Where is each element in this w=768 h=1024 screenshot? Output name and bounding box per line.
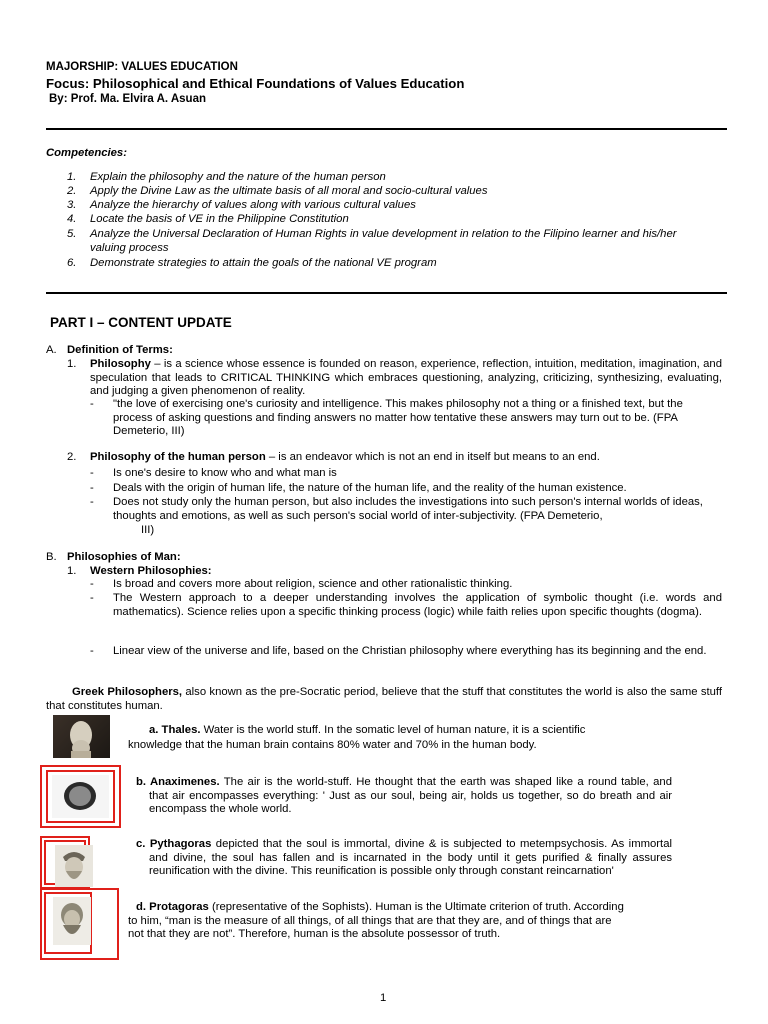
philosopher-label: d. Protagoras bbox=[136, 901, 209, 913]
competency-item: Analyze the Universal Declaration of Human Rights in value development in relation to the Filipino learner and his/her valuing process bbox=[90, 228, 677, 254]
western-title: Western Philosophies: bbox=[90, 565, 212, 577]
def1-term: Philosophy bbox=[90, 358, 151, 370]
western-bullet: Linear view of the universe and life, based on the Christian philosophy where everything has its beginning and the end. bbox=[113, 645, 707, 657]
philosopher-thales bbox=[128, 723, 628, 753]
author-line: By: Prof. Ma. Elvira A. Asuan bbox=[49, 93, 206, 105]
part-title: PART I – CONTENT UPDATE bbox=[50, 315, 232, 330]
western-bullet: Is broad and covers more about religion, science and other rationalistic thinking. bbox=[113, 578, 513, 590]
competency-item: Locate the basis of VE in the Philippine Constitution bbox=[90, 213, 349, 225]
def2-paragraph bbox=[90, 451, 722, 465]
def2-bullet: Is one's desire to know who and what man is bbox=[113, 467, 337, 479]
def2-number: 2. bbox=[67, 451, 77, 463]
thales-portrait bbox=[53, 715, 110, 758]
def2-bullet: Does not study only the human person, but also includes the investigations into such person's internal worlds of ideas, thoughts and emotions, as well as such person's social world of inter-subjectivity. (FPA Demeterio, bbox=[113, 496, 703, 522]
competency-item: Demonstrate strategies to attain the goals of the national VE program bbox=[90, 257, 437, 269]
philosopher-text: Water is the world stuff. In the somatic level of human nature, it is a scientific knowledge that the human brain contains 80% water and 70% in the human body. bbox=[128, 724, 586, 751]
def1-bullet: "the love of exercising one's curiosity and intelligence. This makes philosophy not a thing or a finished text, but the process of asking questions and finding answers no matter how tentative these answers may turn out to be. (FPA Demeterio, III) bbox=[113, 398, 683, 438]
philosopher-pythagoras bbox=[136, 838, 672, 879]
majorship-heading: MAJORSHIP: VALUES EDUCATION bbox=[46, 61, 238, 73]
divider-top bbox=[46, 128, 727, 130]
competency-number: 4. bbox=[67, 213, 77, 225]
competency-number: 2. bbox=[67, 185, 77, 197]
def2-text: – is an endeavor which is not an end in itself but means to an end. bbox=[265, 451, 600, 463]
philosopher-protagoras bbox=[128, 901, 628, 942]
thales-bust-icon bbox=[53, 715, 110, 758]
page-number: 1 bbox=[380, 992, 387, 1004]
greek-paragraph bbox=[46, 686, 722, 713]
philosopher-label: c. Pythagoras bbox=[136, 838, 212, 850]
def1-text: – is a science whose essence is founded on reason, experience, reflection, intuition, meditation, imagination, and speculation that leads to CRITICAL THINKING which embraces questioning, analyzing, criticizing, synthesizing, evaluating, and judging a given phenomenon of reality. bbox=[90, 358, 722, 398]
bullet-dash: - bbox=[90, 398, 94, 410]
protagoras-bust-icon bbox=[53, 897, 91, 945]
anaximenes-portrait bbox=[52, 775, 109, 818]
pythagoras-bust-icon bbox=[55, 845, 93, 887]
competency-item: Apply the Divine Law as the ultimate basis of all moral and socio-cultural values bbox=[90, 185, 488, 197]
anaximenes-coin-icon bbox=[52, 775, 109, 818]
divider-middle bbox=[46, 292, 727, 294]
section-b-label: B. bbox=[46, 551, 57, 563]
def2-tail: III) bbox=[141, 524, 155, 536]
def1-number: 1. bbox=[67, 358, 77, 370]
philosopher-text: The air is the world-stuff. He thought that the earth was shaped like a round table, and that air encompasses everything: ' Just as our soul, being air, holds us together, so do breath and air encompass the whole world. bbox=[149, 776, 672, 816]
competencies-title: Competencies: bbox=[46, 147, 127, 159]
bullet-dash: - bbox=[90, 482, 94, 494]
greek-term: Greek Philosophers, bbox=[72, 686, 183, 698]
bullet-dash: - bbox=[90, 592, 94, 604]
competency-number: 3. bbox=[67, 199, 77, 211]
bullet-dash: - bbox=[90, 496, 94, 508]
philosopher-text: (representative of the Sophists). Human is the Ultimate criterion of truth. According to him, “man is the measure of all things, of all things that are that they are, and of things that are not that they are not”. Therefore, human is the absolute possessor of truth. bbox=[128, 901, 624, 941]
philosopher-label: a. Thales. bbox=[149, 724, 201, 736]
bullet-dash: - bbox=[90, 578, 94, 590]
competency-number: 5. bbox=[67, 228, 77, 240]
section-a-title: Definition of Terms: bbox=[67, 344, 173, 356]
pythagoras-portrait bbox=[55, 845, 93, 887]
competency-number: 6. bbox=[67, 257, 77, 269]
philosopher-anaximenes bbox=[136, 776, 672, 817]
def1-paragraph bbox=[90, 358, 722, 399]
competency-item: Explain the philosophy and the nature of the human person bbox=[90, 171, 386, 183]
western-bullet: The Western approach to a deeper understanding involves the application of symbolic thought (i.e. words and mathematics). Science relies upon a specific thinking process (logic) while faith relies upon specific thoughts (dogma). bbox=[113, 592, 722, 618]
def2-term: Philosophy of the human person bbox=[90, 451, 266, 463]
bullet-dash: - bbox=[90, 467, 94, 479]
focus-title: Focus: Philosophical and Ethical Foundations of Values Education bbox=[46, 76, 465, 91]
section-b-title: Philosophies of Man: bbox=[67, 551, 181, 563]
section-a-label: A. bbox=[46, 344, 57, 356]
western-number: 1. bbox=[67, 565, 77, 577]
def2-bullet: Deals with the origin of human life, the nature of the human life, and the reality of the human existence. bbox=[113, 482, 627, 494]
bullet-dash: - bbox=[90, 645, 94, 657]
greek-text: also known as the pre-Socratic period, believe that the stuff that constitutes the world is also the same stuff that constitutes human. bbox=[46, 686, 722, 712]
competency-item: Analyze the hierarchy of values along with various cultural values bbox=[90, 199, 416, 211]
philosopher-label: b. Anaximenes. bbox=[136, 776, 220, 788]
philosopher-text: depicted that the soul is immortal, divine & is subjected to metempsychosis. As immortal and divine, the soul has fallen and is incarnated in the body until it gets purified & finally assures reunification with the divine. This reunification is possible only through constant reincarnation' bbox=[149, 838, 672, 878]
competency-number: 1. bbox=[67, 171, 77, 183]
protagoras-portrait bbox=[53, 897, 91, 945]
